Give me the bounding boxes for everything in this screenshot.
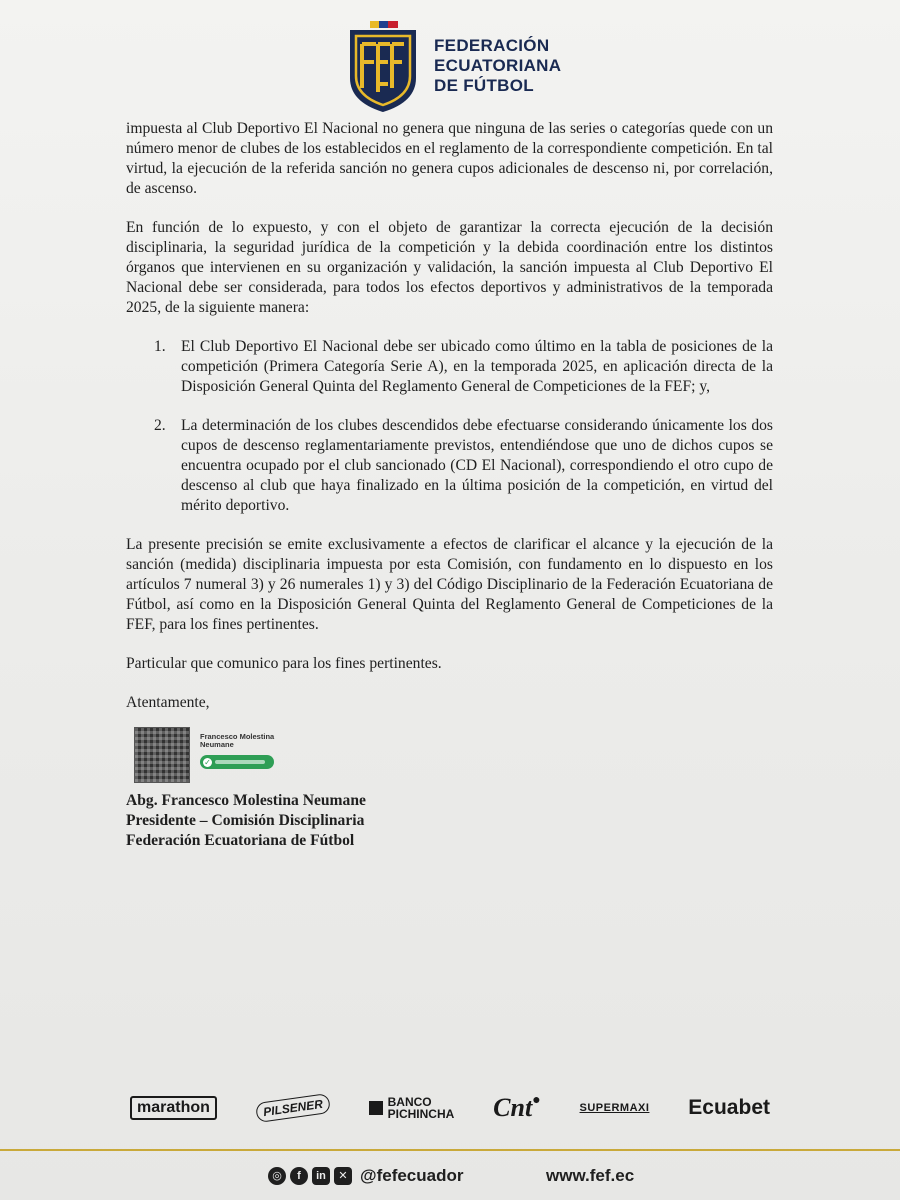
list-item-number: 1.: [154, 338, 166, 355]
footer: [0, 1162, 900, 1192]
linkedin-icon[interactable]: in: [312, 1167, 330, 1185]
paragraph-3: La presente precisión se emite exclusivamente a efectos de clarificar el alcance y la ejecución de la sanción (medida) disciplinaria impuesta por esta Comisión, con fundamento en lo dispuesto en los artículos 7 numeral 3) y 26 numerales 1) y 3) del Código Disciplinario de la Federación Ecuatoriana de Fútbol, así como en la Disposición General Quinta del Reglamento General de Competiciones de la FEF, para los fines pertinentes.: [126, 536, 773, 633]
banco-line-1: BANCO: [387, 1095, 432, 1109]
letter-body: [126, 119, 773, 851]
supermaxi-logo: SUPERMAXI: [579, 1102, 650, 1114]
digital-signer-name: Francesco Molestina Neumane: [200, 732, 275, 749]
facebook-icon[interactable]: f: [290, 1167, 308, 1185]
list-item: [126, 416, 773, 516]
banco-pichincha-logo: [369, 1096, 455, 1120]
social-handle[interactable]: @fefecuador: [360, 1166, 464, 1185]
x-icon[interactable]: ✕: [334, 1167, 352, 1185]
signer-organization: Federación Ecuatoriana de Fútbol: [126, 832, 355, 849]
paragraph-2: En función de lo expuesto, y con el objeto de garantizar la correcta ejecución de la decisión disciplinaria, la seguridad jurídica de la competición y la debida coordinación entre los distintos órganos que intervienen en su organización y validación, la sanción impuesta al Club Deportivo El Nacional debe ser considerada, para todos los efectos deportivos y administrativos de la temporada 2025, de la siguiente manera:: [126, 219, 773, 316]
sponsor-logos: [130, 1088, 770, 1128]
website-link[interactable]: www.fef.ec: [546, 1166, 635, 1185]
social-links: [268, 1166, 464, 1186]
letterhead: [346, 18, 561, 114]
digital-signature: [134, 727, 773, 783]
paragraph-1: impuesta al Club Deportivo El Nacional no genera que ninguna de las series o categorías quede con un número menor de clubes de los establecidos en el reglamento de la correspondiente competición. En tal virtud, la ejecución de la referida sanción no genera cupos adicionales de descenso ni, por correlación, de ascenso.: [126, 120, 773, 197]
resolution-list: [126, 337, 773, 516]
footer-divider: [0, 1149, 900, 1151]
marathon-logo: marathon: [130, 1096, 217, 1120]
pilsener-logo: PILSENER: [255, 1093, 331, 1123]
verified-badge: [200, 755, 274, 769]
signer-title: Presidente – Comisión Disciplinaria: [126, 812, 365, 829]
list-item-text: La determinación de los clubes descendidos debe efectuarse considerando únicamente los dos cupos de descenso reglamentariamente previstos, entendiéndose que uno de dichos cupos se encuentra ocupado por el club sancionado (CD El Nacional), correspondiendo el otro cupo de descenso al club que haya finalizado en la última posición de la competición, en virtud del mérito deportivo.: [181, 417, 773, 514]
cnt-logo: [493, 1093, 541, 1123]
list-item: [126, 337, 773, 397]
federation-name: [434, 36, 561, 96]
cnt-dot-icon: ●: [532, 1093, 541, 1108]
list-item-text: El Club Deportivo El Nacional debe ser ubicado como último en la tabla de posiciones de la competición (Primera Categoría Serie A), en la temporada 2025, en aplicación directa de la Disposición General Quinta del Reglamento General de Competiciones de la FEF; y,: [181, 338, 773, 395]
fef-crest-logo: [346, 18, 420, 114]
check-icon: ✓: [204, 757, 211, 767]
qr-code-icon: [134, 727, 190, 783]
greeting: Atentamente,: [126, 694, 210, 711]
list-item-number: 2.: [154, 417, 166, 434]
ecuabet-logo: Ecuabet: [688, 1096, 770, 1119]
banco-pichincha-mark-icon: [369, 1101, 383, 1115]
federation-name-line-2: ECUATORIANA: [434, 56, 562, 75]
federation-name-line-1: FEDERACIÓN: [434, 36, 550, 55]
banco-line-2: PICHINCHA: [387, 1107, 455, 1121]
signature-meta: [200, 727, 310, 769]
cnt-text: Cnt: [493, 1093, 533, 1122]
instagram-icon[interactable]: ◎: [268, 1167, 286, 1185]
closing-line: Particular que comunico para los fines pertinentes.: [126, 655, 442, 672]
signer-name: Abg. Francesco Molestina Neumane: [126, 792, 366, 809]
federation-name-line-3: DE FÚTBOL: [434, 76, 534, 95]
badge-text-bar: [215, 760, 265, 764]
